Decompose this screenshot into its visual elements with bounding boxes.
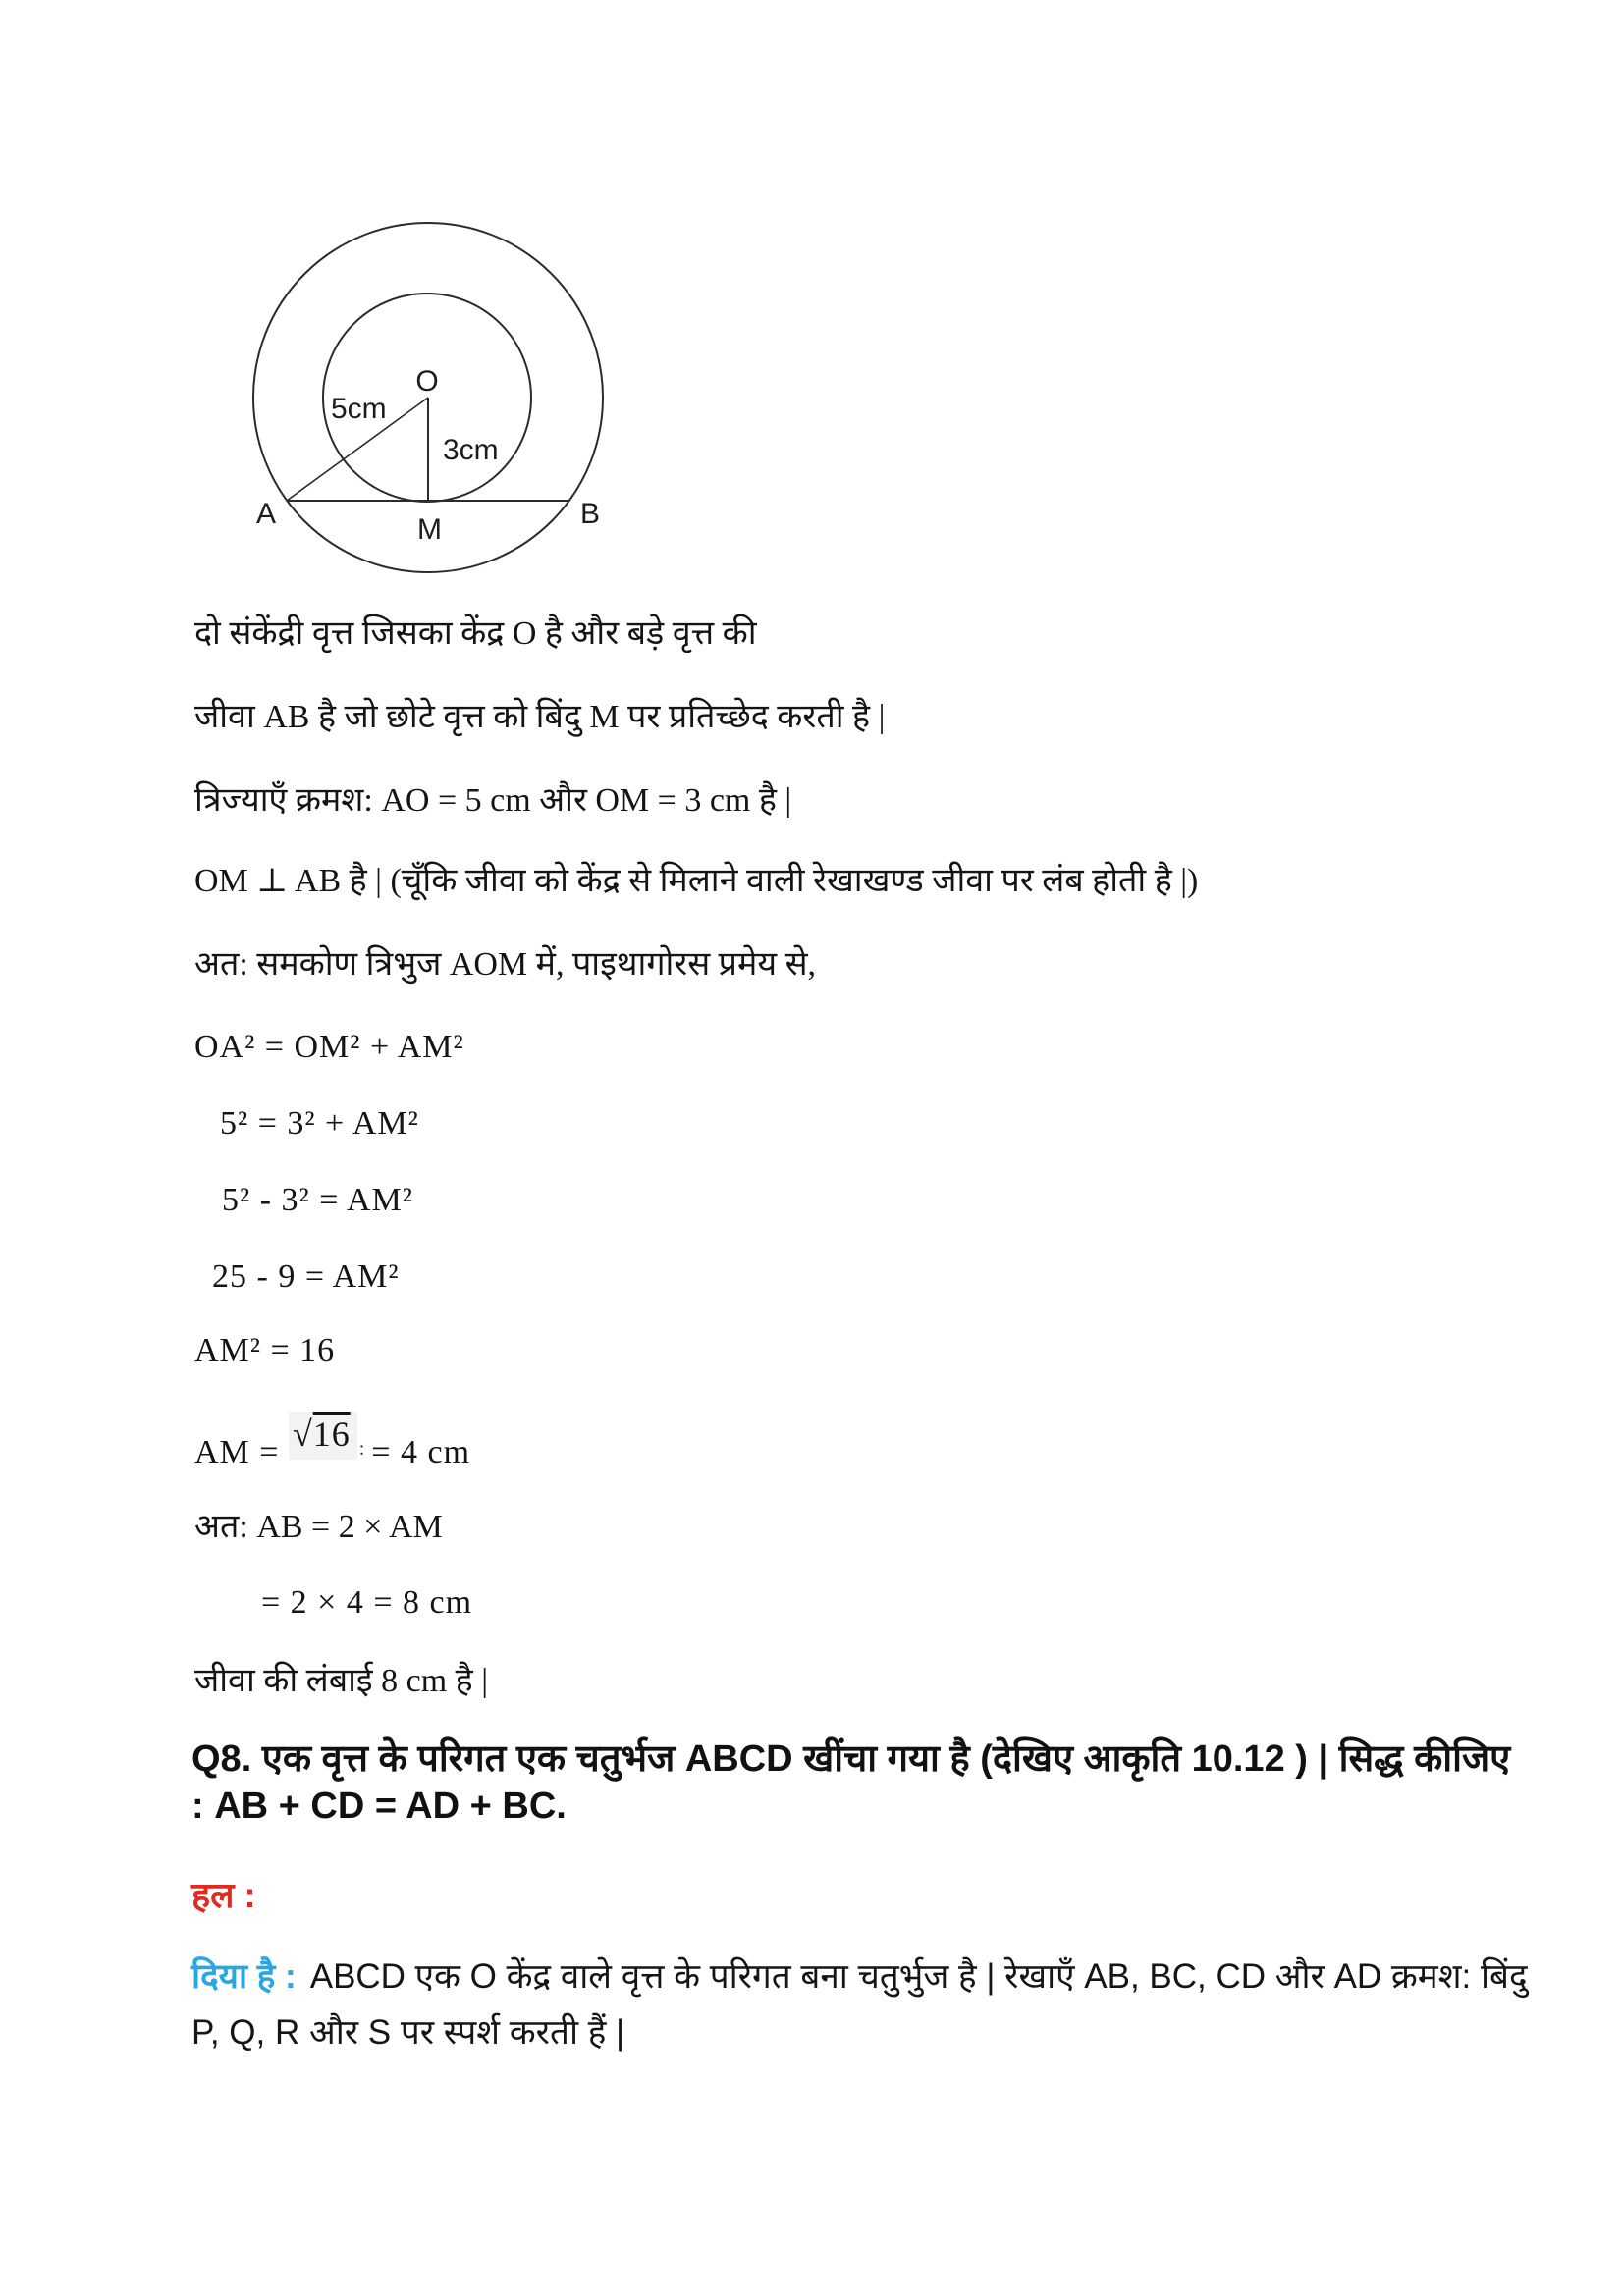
radical-sign: √ [292, 1415, 313, 1454]
equation-line: = 2 × 4 = 8 cm [261, 1584, 473, 1621]
sqrt-prefix: AM = [194, 1434, 289, 1470]
concentric-circles-figure [241, 208, 612, 584]
given-paragraph [191, 1949, 1529, 2060]
label-point-b: B [580, 498, 601, 530]
solution-text-line: अत: समकोण त्रिभुज AOM में, पाइथागोरस प्रमेय से, [194, 946, 817, 983]
label-point-a: A [256, 498, 277, 530]
equation-line: 25 - 9 = AM² [212, 1258, 400, 1295]
given-label: दिया है : [191, 1957, 297, 1996]
render-artifact-colon: : [358, 1438, 366, 1460]
equation-line: AM² = 16 [194, 1332, 336, 1368]
given-text: ABCD एक O केंद्र वाले वृत्त के परिगत बना चतुर्भुज है | रेखाएँ AB, BC, CD और AD क्रमश: बिंदु P, Q, R और S पर स्पर्श करती हैं | [191, 1957, 1528, 2052]
solution-text-line: जीवा की लंबाई 8 cm है | [194, 1663, 489, 1699]
solution-text-line: त्रिज्याएँ क्रमश: AO = 5 cm और OM = 3 cm है | [194, 782, 792, 819]
radicand: 16 [312, 1415, 351, 1454]
equation-line: 5² - 3² = AM² [222, 1182, 413, 1218]
label-radius-3cm: 3cm [443, 434, 499, 466]
solution-heading-label: हल : [191, 1875, 256, 1915]
question-8-heading: Q8. एक वृत्त के परिगत एक चतुर्भज ABCD खींचा गया है (देखिए आकृति 10.12 ) | सिद्ध कीजिए : AB + CD = AD + BC. [191, 1738, 1511, 1827]
solution-text-line: दो संकेंद्री वृत्त जिसका केंद्र O है और बड़े वृत्त की [194, 615, 757, 652]
label-center-o: O [415, 365, 439, 398]
solution-text-line: जीवा AB है जो छोटे वृत्त को बिंदु M पर प्रतिच्छेद करती है | [194, 699, 886, 735]
solution-text-line: अत: AB = 2 × AM [194, 1509, 443, 1545]
label-point-m: M [417, 513, 442, 546]
solution-text-line: OM ⊥ AB है | (चूँकि जीवा को केंद्र से मिलाने वाली रेखाखण्ड जीवा पर लंब होती है |) [194, 863, 1199, 899]
label-radius-5cm: 5cm [331, 393, 387, 425]
sqrt-suffix: = 4 cm [371, 1434, 471, 1470]
equation-line: OA² = OM² + AM² [194, 1029, 464, 1065]
equation-line-sqrt [194, 1415, 471, 1476]
equation-line: 5² = 3² + AM² [220, 1105, 419, 1142]
sqrt-expression [289, 1412, 357, 1460]
